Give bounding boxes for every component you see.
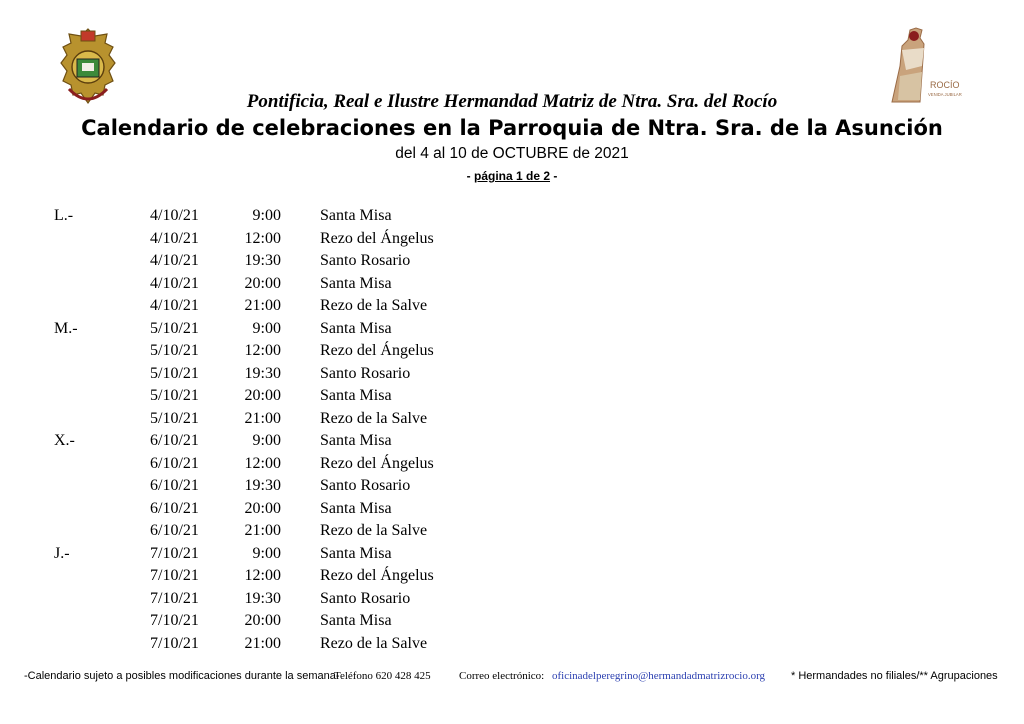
- event-cell: Rezo del Ángelus: [320, 454, 434, 472]
- date-range: del 4 al 10 de OCTUBRE de 2021: [395, 145, 629, 162]
- time-cell: 9:00: [252, 319, 281, 337]
- time-cell: 20:00: [244, 612, 281, 629]
- table-row: [0, 250, 1024, 273]
- event-cell: Santa Misa: [320, 274, 392, 292]
- table-row: [0, 273, 1024, 296]
- footer-note: -Calendario sujeto a posibles modificaciones durante la semana-: [24, 670, 340, 682]
- time-cell: 12:00: [244, 229, 281, 247]
- table-row: [0, 205, 1024, 228]
- event-cell: Santa Misa: [320, 432, 392, 449]
- time-cell: 9:00: [252, 432, 281, 449]
- date-cell: 7/10/21: [150, 544, 199, 562]
- time-cell: 19:30: [244, 589, 281, 607]
- event-cell: Rezo de la Salve: [320, 634, 428, 652]
- day-label: L.-: [54, 207, 74, 224]
- day-label: X.-: [54, 432, 75, 449]
- time-cell: 12:00: [244, 567, 281, 584]
- logo-right-text: ROCÍO: [930, 80, 960, 90]
- event-cell: Rezo del Ángelus: [320, 229, 434, 247]
- date-cell: 6/10/21: [150, 454, 199, 472]
- table-row: [0, 543, 1024, 566]
- page-title: Calendario de celebraciones en la Parroquia de Ntra. Sra. de la Asunción: [81, 116, 943, 140]
- time-cell: 12:00: [244, 454, 281, 472]
- event-cell: Santa Misa: [320, 387, 392, 404]
- time-cell: 21:00: [244, 522, 281, 539]
- time-cell: 20:00: [244, 499, 281, 517]
- event-cell: Santo Rosario: [320, 252, 411, 269]
- date-cell: 4/10/21: [150, 207, 199, 224]
- date-cell: 6/10/21: [150, 522, 199, 539]
- event-cell: Rezo del Ángelus: [320, 342, 434, 359]
- event-cell: Rezo de la Salve: [320, 409, 428, 427]
- event-cell: Santa Misa: [320, 207, 392, 224]
- event-cell: Rezo del Ángelus: [320, 567, 434, 584]
- table-row: [0, 520, 1024, 543]
- date-cell: 4/10/21: [150, 252, 199, 269]
- table-row: [0, 430, 1024, 453]
- time-cell: 21:00: [244, 409, 281, 427]
- table-row: [0, 385, 1024, 408]
- date-cell: 7/10/21: [150, 634, 199, 652]
- date-cell: 7/10/21: [150, 567, 199, 584]
- logo-right-subtext: VENIDA JUBILAR: [928, 92, 962, 97]
- event-cell: Santo Rosario: [320, 589, 411, 607]
- time-cell: 19:30: [244, 252, 281, 269]
- table-row: [0, 453, 1024, 476]
- event-cell: Santo Rosario: [320, 364, 411, 382]
- event-cell: Santa Misa: [320, 612, 392, 629]
- date-cell: 4/10/21: [150, 274, 199, 292]
- footer-email-label: Correo electrónico:: [459, 670, 545, 682]
- time-cell: 12:00: [244, 342, 281, 359]
- day-label: J.-: [54, 544, 70, 562]
- date-cell: 6/10/21: [150, 477, 199, 494]
- table-row: [0, 228, 1024, 251]
- page-label: página 1 de 2: [473, 169, 551, 183]
- table-row: [0, 408, 1024, 431]
- table-row: [0, 475, 1024, 498]
- table-row: [0, 318, 1024, 341]
- table-row: [0, 610, 1024, 633]
- event-cell: Santa Misa: [320, 499, 392, 517]
- date-cell: 6/10/21: [150, 432, 199, 449]
- event-cell: Santa Misa: [320, 544, 392, 562]
- event-cell: Santo Rosario: [320, 477, 411, 494]
- table-row: [0, 565, 1024, 588]
- time-cell: 9:00: [252, 207, 281, 224]
- time-cell: 9:00: [252, 544, 281, 562]
- table-row: [0, 588, 1024, 611]
- time-cell: 19:30: [244, 477, 281, 494]
- footer-email-link[interactable]: oficinadelperegrino@hermandadmatrizrocio.org: [552, 670, 766, 682]
- footer-phone: Teléfono 620 428 425: [334, 670, 431, 682]
- date-cell: 5/10/21: [150, 364, 199, 382]
- time-cell: 21:00: [244, 634, 281, 652]
- time-cell: 19:30: [244, 364, 281, 382]
- time-cell: 21:00: [244, 297, 281, 314]
- page-indicator: [0, 169, 1024, 183]
- table-row: [0, 633, 1024, 656]
- table-row: [0, 340, 1024, 363]
- date-cell: 6/10/21: [150, 499, 199, 517]
- page-prefix: -: [466, 169, 474, 183]
- time-cell: 20:00: [244, 387, 281, 404]
- date-cell: 4/10/21: [150, 229, 199, 247]
- table-row: [0, 498, 1024, 521]
- table-row: [0, 363, 1024, 386]
- event-cell: Rezo de la Salve: [320, 297, 428, 314]
- date-cell: 5/10/21: [150, 342, 199, 359]
- date-cell: 7/10/21: [150, 589, 199, 607]
- date-cell: 7/10/21: [150, 612, 199, 629]
- date-cell: 5/10/21: [150, 319, 199, 337]
- date-cell: 4/10/21: [150, 297, 199, 314]
- footer-legend: * Hermandades no filiales/** Agrupaciones: [791, 670, 998, 682]
- time-cell: 20:00: [244, 274, 281, 292]
- schedule-table: [0, 205, 1024, 655]
- event-cell: Santa Misa: [320, 319, 392, 337]
- event-cell: Rezo de la Salve: [320, 522, 428, 539]
- date-cell: 5/10/21: [150, 387, 199, 404]
- brotherhood-name: Pontificia, Real e Ilustre Hermandad Matriz de Ntra. Sra. del Rocío: [246, 91, 778, 112]
- page-suffix: -: [550, 169, 558, 183]
- date-cell: 5/10/21: [150, 409, 199, 427]
- day-label: M.-: [54, 319, 78, 337]
- table-row: [0, 295, 1024, 318]
